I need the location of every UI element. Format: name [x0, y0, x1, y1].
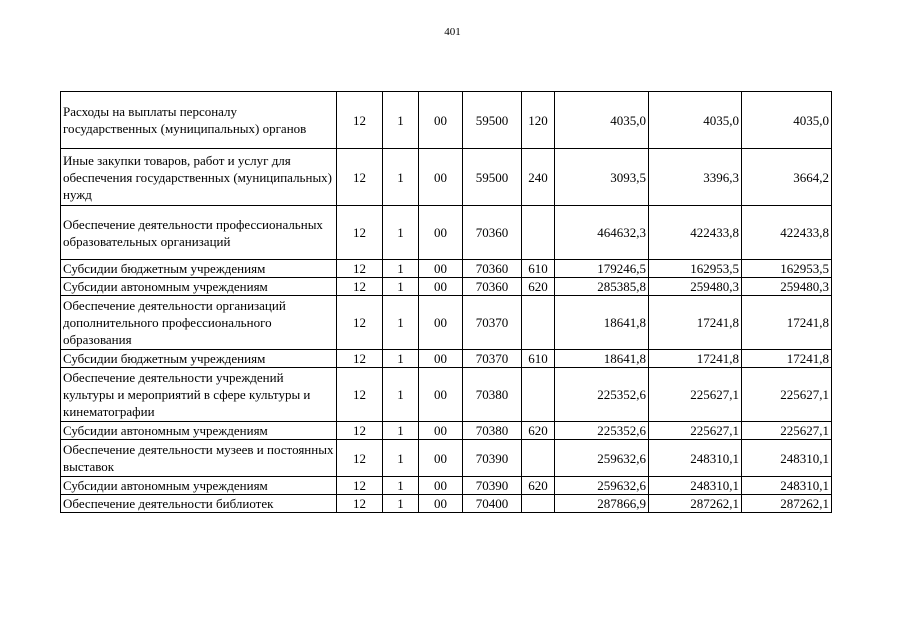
amount-year-1: 259632,6: [555, 440, 649, 477]
amount-year-3: 259480,3: [742, 278, 832, 296]
row-name: Субсидии автономным учреждениям: [61, 477, 337, 495]
target-code: 70360: [463, 278, 522, 296]
table-row: [61, 495, 832, 513]
row-name: Обеспечение деятельности библиотек: [61, 495, 337, 513]
amount-year-1: 259632,6: [555, 477, 649, 495]
program-code: 00: [419, 149, 463, 206]
target-code: 70360: [463, 206, 522, 260]
amount-year-3: 17241,8: [742, 296, 832, 350]
row-name: Расходы на выплаты персоналу государственных (муниципальных) органов: [61, 92, 337, 149]
subsection-code: 1: [383, 149, 419, 206]
target-code: 70370: [463, 296, 522, 350]
table-row: [61, 149, 832, 206]
subsection-code: 1: [383, 368, 419, 422]
target-code: 59500: [463, 92, 522, 149]
amount-year-1: 287866,9: [555, 495, 649, 513]
section-code: 12: [337, 350, 383, 368]
target-code: 70370: [463, 350, 522, 368]
program-code: 00: [419, 260, 463, 278]
target-code: 70380: [463, 422, 522, 440]
row-name: Субсидии бюджетным учреждениям: [61, 350, 337, 368]
amount-year-2: 225627,1: [649, 368, 742, 422]
expense-type-code: 610: [522, 350, 555, 368]
amount-year-2: 287262,1: [649, 495, 742, 513]
table-row: [61, 260, 832, 278]
section-code: 12: [337, 477, 383, 495]
expense-type-code: 620: [522, 278, 555, 296]
table-row: [61, 368, 832, 422]
subsection-code: 1: [383, 495, 419, 513]
table-row: [61, 440, 832, 477]
program-code: 00: [419, 92, 463, 149]
amount-year-2: 17241,8: [649, 296, 742, 350]
amount-year-2: 162953,5: [649, 260, 742, 278]
amount-year-1: 225352,6: [555, 422, 649, 440]
target-code: 70390: [463, 440, 522, 477]
expense-type-code: 120: [522, 92, 555, 149]
amount-year-1: 285385,8: [555, 278, 649, 296]
amount-year-3: 4035,0: [742, 92, 832, 149]
program-code: 00: [419, 368, 463, 422]
expense-type-code: [522, 296, 555, 350]
subsection-code: 1: [383, 260, 419, 278]
row-name: Субсидии автономным учреждениям: [61, 422, 337, 440]
amount-year-1: 179246,5: [555, 260, 649, 278]
amount-year-3: 248310,1: [742, 440, 832, 477]
amount-year-3: 422433,8: [742, 206, 832, 260]
section-code: 12: [337, 495, 383, 513]
amount-year-2: 17241,8: [649, 350, 742, 368]
row-name: Обеспечение деятельности организаций дополнительного профессионального образования: [61, 296, 337, 350]
section-code: 12: [337, 368, 383, 422]
row-name: Обеспечение деятельности учреждений культуры и мероприятий в сфере культуры и кинематографии: [61, 368, 337, 422]
row-name: Субсидии автономным учреждениям: [61, 278, 337, 296]
program-code: 00: [419, 422, 463, 440]
table-row: [61, 206, 832, 260]
amount-year-1: 4035,0: [555, 92, 649, 149]
expense-type-code: 240: [522, 149, 555, 206]
section-code: 12: [337, 278, 383, 296]
program-code: 00: [419, 278, 463, 296]
amount-year-2: 248310,1: [649, 477, 742, 495]
expense-type-code: [522, 440, 555, 477]
amount-year-1: 3093,5: [555, 149, 649, 206]
row-name: Обеспечение деятельности музеев и постоянных выставок: [61, 440, 337, 477]
amount-year-2: 422433,8: [649, 206, 742, 260]
program-code: 00: [419, 296, 463, 350]
budget-table: [60, 91, 832, 513]
target-code: 70390: [463, 477, 522, 495]
program-code: 00: [419, 206, 463, 260]
section-code: 12: [337, 440, 383, 477]
amount-year-3: 3664,2: [742, 149, 832, 206]
amount-year-1: 225352,6: [555, 368, 649, 422]
amount-year-1: 18641,8: [555, 296, 649, 350]
program-code: 00: [419, 440, 463, 477]
target-code: 70400: [463, 495, 522, 513]
amount-year-3: 225627,1: [742, 422, 832, 440]
table-row: [61, 296, 832, 350]
subsection-code: 1: [383, 440, 419, 477]
amount-year-2: 248310,1: [649, 440, 742, 477]
amount-year-2: 3396,3: [649, 149, 742, 206]
table-row: [61, 278, 832, 296]
subsection-code: 1: [383, 296, 419, 350]
amount-year-2: 259480,3: [649, 278, 742, 296]
table-row: [61, 350, 832, 368]
subsection-code: 1: [383, 477, 419, 495]
row-name: Иные закупки товаров, работ и услуг для обеспечения государственных (муниципальных) нужд: [61, 149, 337, 206]
expense-type-code: [522, 368, 555, 422]
page-number: 401: [444, 26, 461, 38]
amount-year-3: 248310,1: [742, 477, 832, 495]
expense-type-code: 620: [522, 422, 555, 440]
section-code: 12: [337, 260, 383, 278]
amount-year-2: 4035,0: [649, 92, 742, 149]
row-name: Субсидии бюджетным учреждениям: [61, 260, 337, 278]
table-row: [61, 477, 832, 495]
section-code: 12: [337, 296, 383, 350]
program-code: 00: [419, 495, 463, 513]
program-code: 00: [419, 350, 463, 368]
subsection-code: 1: [383, 278, 419, 296]
target-code: 70360: [463, 260, 522, 278]
table-row: [61, 422, 832, 440]
target-code: 70380: [463, 368, 522, 422]
section-code: 12: [337, 149, 383, 206]
table-row: [61, 92, 832, 149]
subsection-code: 1: [383, 206, 419, 260]
section-code: 12: [337, 92, 383, 149]
subsection-code: 1: [383, 92, 419, 149]
row-name: Обеспечение деятельности профессиональных образовательных организаций: [61, 206, 337, 260]
amount-year-3: 287262,1: [742, 495, 832, 513]
amount-year-1: 18641,8: [555, 350, 649, 368]
expense-type-code: 620: [522, 477, 555, 495]
expense-type-code: [522, 495, 555, 513]
amount-year-3: 17241,8: [742, 350, 832, 368]
amount-year-3: 162953,5: [742, 260, 832, 278]
expense-type-code: 610: [522, 260, 555, 278]
table-body: [61, 92, 832, 513]
section-code: 12: [337, 206, 383, 260]
section-code: 12: [337, 422, 383, 440]
amount-year-2: 225627,1: [649, 422, 742, 440]
subsection-code: 1: [383, 350, 419, 368]
target-code: 59500: [463, 149, 522, 206]
program-code: 00: [419, 477, 463, 495]
expense-type-code: [522, 206, 555, 260]
amount-year-3: 225627,1: [742, 368, 832, 422]
amount-year-1: 464632,3: [555, 206, 649, 260]
subsection-code: 1: [383, 422, 419, 440]
